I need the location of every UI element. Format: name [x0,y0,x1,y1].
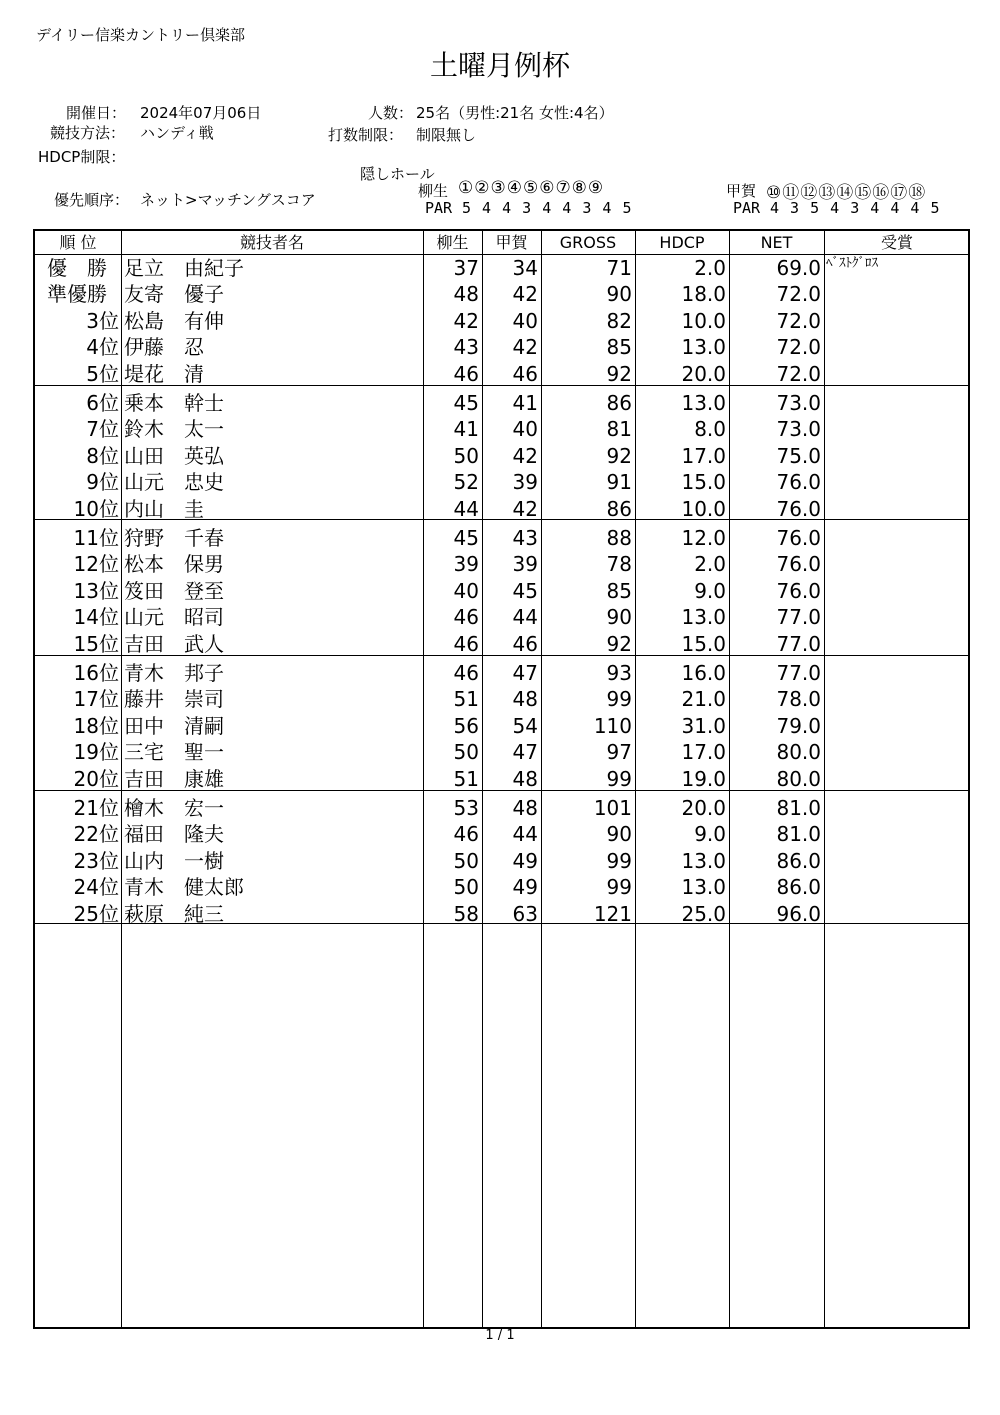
cell-name: 笈田 登至 [124,578,224,603]
cell-award [826,578,970,604]
cell-name: 松本 保男 [124,552,224,577]
cell-gross: 88 [606,526,632,550]
cell-net: 76.0 [776,552,821,577]
cell-net: 81.0 [776,822,821,847]
cell-award [826,766,970,792]
cell-in: 46 [512,361,538,386]
cell-gross: 90 [606,605,632,630]
cell-name: 山内 一樹 [124,848,224,873]
table-row [35,795,968,821]
cell-in: 42 [512,282,538,307]
cell-gross: 110 [593,713,632,738]
cell-out: 45 [453,391,479,415]
cell-rank: 17位 [73,687,119,712]
cell-gross: 99 [606,875,632,900]
cell-net: 81.0 [776,796,821,820]
cell-hdcp: 10.0 [681,308,726,333]
cell-gross: 90 [606,822,632,847]
cell-net: 76.0 [776,470,821,495]
cell-net: 73.0 [776,391,821,415]
cell-out: 46 [453,361,479,386]
cell-out: 42 [453,308,479,333]
cell-rank: 3位 [86,308,119,333]
cell-award [826,281,970,307]
cell-gross: 101 [593,796,632,820]
cell-out: 51 [453,766,479,791]
cell-gross: 82 [606,308,632,333]
priority-value: ネット>マッチングスコア [140,191,316,209]
cell-rank: 15位 [73,631,119,656]
cell-gross: 92 [606,443,632,468]
cell-net: 77.0 [776,631,821,656]
cell-hdcp: 12.0 [681,526,726,550]
cell-in: 42 [512,443,538,468]
cell-gross: 86 [606,391,632,415]
cell-award [826,901,970,927]
players-label: 人数： [368,104,414,122]
cell-hdcp: 9.0 [694,578,726,603]
cell-out: 53 [453,796,479,820]
cell-hdcp: 19.0 [681,766,726,791]
cell-in: 49 [512,848,538,873]
cell-gross: 81 [606,417,632,442]
cell-hdcp: 2.0 [694,552,726,577]
cell-award [826,525,970,551]
cell-name: 檜木 宏一 [124,796,224,820]
col-gross: GROSS [559,233,617,252]
cell-hdcp: 20.0 [681,361,726,386]
cell-rank: 22位 [73,822,119,847]
cell-name: 足立 由紀子 [124,256,244,280]
cell-name: 松島 有伸 [124,308,224,333]
players-value: 25名（男性:21名 女性:4名） [416,104,614,122]
cell-gross: 91 [606,470,632,495]
cell-name: 伊藤 忍 [124,335,204,360]
cell-net: 77.0 [776,661,821,685]
col-name: 競技者名 [239,233,304,252]
cell-award [826,686,970,712]
cell-rank: 21位 [73,796,119,820]
cell-net: 72.0 [776,308,821,333]
priority-label: 優先順序： [54,191,130,209]
cell-net: 80.0 [776,766,821,791]
cell-gross: 78 [606,552,632,577]
cell-out: 50 [453,848,479,873]
cell-name: 山元 忠史 [124,470,224,495]
cell-gross: 97 [606,740,632,765]
cell-name: 山田 英弘 [124,443,224,468]
cell-rank: 6位 [86,391,119,415]
method-value: ハンディ戦 [140,124,214,142]
cell-hdcp: 15.0 [681,631,726,656]
cell-hdcp: 25.0 [681,901,726,926]
cell-hdcp: 17.0 [681,740,726,765]
cell-name: 藤井 崇司 [124,687,224,712]
stroke-limit-value: 制限無し [416,126,477,144]
table-row [35,469,968,495]
cell-out: 43 [453,335,479,360]
cell-out: 46 [453,605,479,630]
cell-award [826,496,970,522]
cell-out: 48 [453,282,479,307]
page-number: 1 / 1 [485,1328,515,1343]
cell-award [826,443,970,469]
cell-out: 40 [453,578,479,603]
cell-rank: 12位 [73,552,119,577]
hidden-holes-back: ⑩⑪⑫⑬⑭⑮⑯⑰⑱ [766,183,927,203]
cell-gross: 85 [606,578,632,603]
hdcp-limit-label: HDCP制限： [38,148,126,166]
cell-gross: 99 [606,766,632,791]
cell-award [826,551,970,577]
cell-out: 46 [453,661,479,685]
cell-rank: 16位 [73,661,119,685]
table-row [35,874,968,900]
cell-net: 75.0 [776,443,821,468]
cell-award [826,874,970,900]
cell-net: 86.0 [776,848,821,873]
cell-award [826,469,970,495]
cell-rank: 24位 [73,875,119,900]
cell-hdcp: 9.0 [694,822,726,847]
course-name: 甲賀 [726,182,757,200]
cell-rank: 25位 [73,901,119,926]
cell-gross: 71 [606,256,632,280]
table-row [35,551,968,577]
cell-hdcp: 13.0 [681,605,726,630]
cell-in: 39 [512,552,538,577]
cell-in: 44 [512,822,538,847]
stroke-limit-label: 打数制限： [328,126,404,144]
cell-name: 三宅 聖一 [124,740,224,765]
cell-hdcp: 13.0 [681,391,726,415]
cell-out: 50 [453,443,479,468]
cell-name: 山元 昭司 [124,605,224,630]
cell-out: 46 [453,631,479,656]
cell-net: 76.0 [776,526,821,550]
course-name: 柳生 [418,182,449,200]
cell-out: 50 [453,875,479,900]
cell-in: 48 [512,766,538,791]
cell-gross: 99 [606,848,632,873]
cell-in: 42 [512,496,538,521]
table-row [35,416,968,442]
cell-hdcp: 20.0 [681,796,726,820]
table-row [35,713,968,739]
par-values-back: 4 3 5 4 3 4 4 4 5 [770,199,940,217]
cell-in: 34 [512,256,538,280]
hidden-holes-label: 隠しホール [360,165,435,183]
cell-rank: 14位 [73,605,119,630]
club-name: デイリー信楽カントリー倶楽部 [36,26,245,44]
cell-name: 青木 健太郎 [124,875,244,900]
cell-out: 51 [453,687,479,712]
cell-out: 58 [453,901,479,926]
hidden-holes-front: ①②③④⑤⑥⑦⑧⑨ [458,178,605,198]
cell-in: 54 [512,713,538,738]
page-title: 土曜月例杯 [429,49,570,82]
cell-hdcp: 13.0 [681,875,726,900]
table-row [35,766,968,792]
cell-in: 41 [512,391,538,415]
cell-in: 40 [512,417,538,442]
cell-award [826,361,970,387]
cell-hdcp: 21.0 [681,687,726,712]
col-award: 受賞 [880,233,913,252]
cell-in: 48 [512,687,538,712]
col-out: 柳生 [436,233,469,252]
cell-rank: 23位 [73,848,119,873]
cell-name: 吉田 康雄 [124,766,224,791]
cell-rank: 7位 [86,417,119,442]
par-values-front: 5 4 4 3 4 4 3 4 5 [462,199,632,217]
cell-out: 45 [453,526,479,550]
cell-net: 73.0 [776,417,821,442]
cell-name: 友寄 優子 [124,282,224,307]
cell-rank: 10位 [73,496,119,521]
cell-rank: 19位 [73,740,119,765]
cell-rank: 18位 [73,713,119,738]
cell-gross: 90 [606,282,632,307]
cell-name: 青木 邦子 [124,661,224,685]
cell-award [826,739,970,765]
cell-gross: 85 [606,335,632,360]
cell-gross: 92 [606,361,632,386]
cell-in: 46 [512,631,538,656]
table-row [35,604,968,630]
date-value: 2024年07月06日 [140,104,262,122]
cell-hdcp: 17.0 [681,443,726,468]
table-row [35,281,968,307]
cell-gross: 86 [606,496,632,521]
cell-name: 乗本 幹士 [124,391,224,415]
cell-name: 内山 圭 [124,496,204,521]
cell-award [826,604,970,630]
cell-rank: 8位 [86,443,119,468]
cell-out: 52 [453,470,479,495]
cell-name: 吉田 武人 [124,631,224,656]
cell-out: 44 [453,496,479,521]
cell-in: 45 [512,578,538,603]
cell-net: 78.0 [776,687,821,712]
cell-net: 80.0 [776,740,821,765]
cell-net: 72.0 [776,361,821,386]
cell-out: 41 [453,417,479,442]
cell-out: 46 [453,822,479,847]
table-row [35,525,968,551]
cell-rank: 5位 [86,361,119,386]
cell-rank: 優 勝 [47,256,107,280]
cell-net: 79.0 [776,713,821,738]
date-label: 開催日： [66,104,127,122]
cell-award [826,821,970,847]
table-row [35,821,968,847]
cell-net: 86.0 [776,875,821,900]
cell-net: 77.0 [776,605,821,630]
cell-rank: 4位 [86,335,119,360]
cell-award [826,334,970,360]
table-row [35,361,968,387]
cell-hdcp: 8.0 [694,417,726,442]
cell-name: 福田 隆夫 [124,822,224,847]
table-row [35,848,968,874]
cell-net: 96.0 [776,901,821,926]
cell-in: 43 [512,526,538,550]
table-row [35,308,968,334]
col-hdcp: HDCP [659,233,705,252]
cell-award [826,631,970,657]
cell-in: 48 [512,796,538,820]
cell-name: 田中 清嗣 [124,713,224,738]
cell-gross: 93 [606,661,632,685]
method-label: 競技方法： [50,124,126,142]
cell-net: 72.0 [776,282,821,307]
cell-hdcp: 2.0 [694,256,726,280]
table-row [35,334,968,360]
par-label: PAR [733,199,761,217]
cell-name: 堤花 清 [124,361,204,386]
cell-rank: 準優勝 [47,282,107,307]
cell-in: 63 [512,901,538,926]
col-in: 甲賀 [495,233,528,252]
cell-hdcp: 15.0 [681,470,726,495]
cell-hdcp: 13.0 [681,335,726,360]
cell-award [826,416,970,442]
cell-hdcp: 10.0 [681,496,726,521]
cell-rank: 20位 [73,766,119,791]
col-rank: 順 位 [59,233,97,252]
cell-gross: 92 [606,631,632,656]
cell-in: 39 [512,470,538,495]
cell-name: 鈴木 太一 [124,417,224,442]
cell-name: 狩野 千春 [124,526,224,550]
cell-award [826,660,970,686]
cell-award [826,713,970,739]
cell-gross: 121 [593,901,632,926]
table-row [35,631,968,657]
cell-net: 72.0 [776,335,821,360]
cell-net: 76.0 [776,578,821,603]
cell-in: 47 [512,661,538,685]
cell-hdcp: 31.0 [681,713,726,738]
cell-rank: 11位 [73,526,119,550]
cell-in: 44 [512,605,538,630]
col-net: NET [760,233,793,252]
cell-award [826,848,970,874]
cell-out: 39 [453,552,479,577]
cell-award [826,390,970,416]
results-table [33,229,970,1329]
cell-award [826,308,970,334]
cell-rank: 9位 [86,470,119,495]
table-row [35,901,968,927]
table-row [35,739,968,765]
cell-out: 56 [453,713,479,738]
cell-award: ﾍﾞｽﾄｸﾞﾛｽ [826,256,878,271]
cell-out: 50 [453,740,479,765]
table-row [35,443,968,469]
table-row [35,255,968,281]
cell-out: 37 [453,256,479,280]
cell-in: 42 [512,335,538,360]
table-row [35,686,968,712]
cell-hdcp: 16.0 [681,661,726,685]
cell-net: 76.0 [776,496,821,521]
cell-in: 49 [512,875,538,900]
par-label: PAR [425,199,453,217]
table-row [35,660,968,686]
cell-net: 69.0 [776,256,821,280]
cell-gross: 99 [606,687,632,712]
cell-rank: 13位 [73,578,119,603]
table-row [35,578,968,604]
table-row [35,496,968,522]
table-row [35,390,968,416]
cell-in: 47 [512,740,538,765]
cell-hdcp: 13.0 [681,848,726,873]
cell-hdcp: 18.0 [681,282,726,307]
cell-award [826,795,970,821]
cell-in: 40 [512,308,538,333]
cell-name: 萩原 純三 [124,901,224,926]
